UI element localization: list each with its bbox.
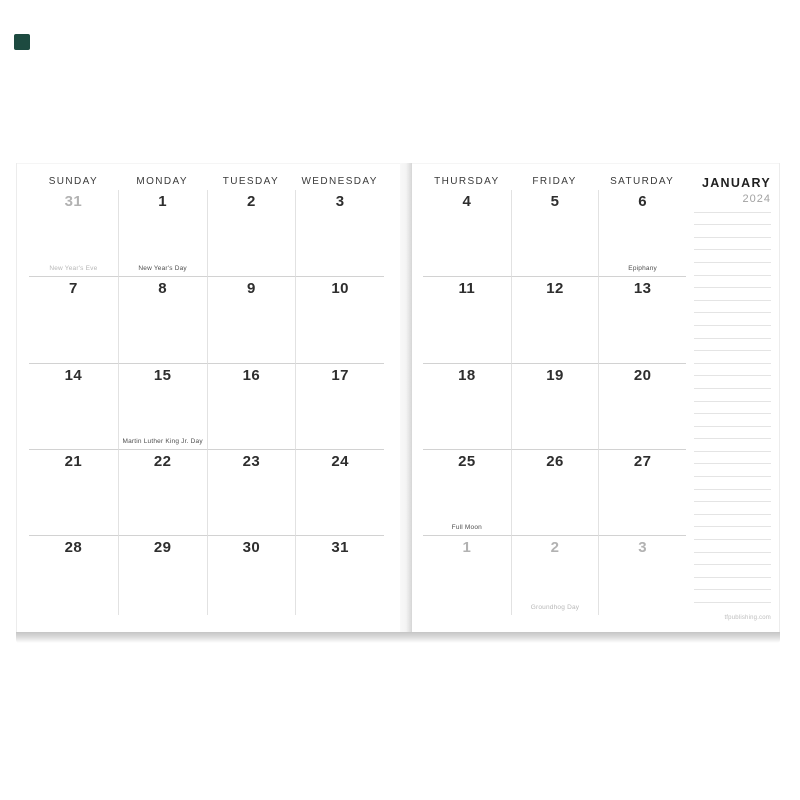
day-cell bbox=[511, 535, 599, 615]
planner-spread bbox=[16, 163, 780, 633]
date-label: 5 bbox=[550, 193, 560, 210]
month-title: JANUARY bbox=[701, 176, 771, 190]
holiday-label: Martin Luther King Jr. Day bbox=[122, 438, 203, 445]
day-cell bbox=[118, 190, 207, 276]
page-stack-shadow bbox=[16, 632, 780, 643]
date-label: 8 bbox=[158, 280, 167, 297]
date-label: 22 bbox=[153, 453, 172, 470]
day-cell bbox=[598, 276, 686, 363]
day-cell bbox=[207, 535, 296, 615]
date-label: 15 bbox=[153, 367, 172, 384]
date-label: 30 bbox=[242, 539, 261, 556]
notes-line bbox=[694, 213, 771, 226]
holiday-label: Groundhog Day bbox=[530, 604, 580, 611]
day-cell bbox=[29, 276, 118, 363]
date-label: 12 bbox=[546, 280, 564, 297]
notes-line bbox=[694, 540, 771, 553]
date-label: 23 bbox=[242, 453, 261, 470]
day-cell bbox=[598, 535, 686, 615]
day-cell bbox=[511, 276, 599, 363]
notes-line bbox=[694, 351, 771, 364]
notes-line bbox=[694, 200, 771, 213]
date-label: 20 bbox=[633, 367, 652, 384]
day-cell bbox=[29, 535, 118, 615]
day-cell bbox=[207, 276, 296, 363]
notes-line bbox=[694, 527, 771, 540]
notes-line bbox=[694, 288, 771, 301]
date-label: 1 bbox=[462, 539, 472, 556]
notes-line bbox=[694, 225, 771, 238]
day-cell bbox=[118, 276, 207, 363]
date-label: 31 bbox=[64, 193, 83, 210]
notes-line bbox=[694, 502, 771, 515]
notes-line bbox=[694, 313, 771, 326]
day-header-row bbox=[29, 176, 384, 187]
date-label: 7 bbox=[69, 280, 78, 297]
notes-line bbox=[694, 578, 771, 591]
notes-line bbox=[694, 276, 771, 289]
day-cell bbox=[423, 449, 511, 535]
notes-line bbox=[694, 389, 771, 402]
notes-line bbox=[694, 250, 771, 263]
day-header-wednesday: WEDNESDAY bbox=[301, 176, 378, 187]
day-cell bbox=[423, 276, 511, 363]
day-cell bbox=[423, 363, 511, 449]
holiday-label: New Year's Day bbox=[138, 265, 187, 272]
notes-line bbox=[694, 402, 771, 415]
date-label: 17 bbox=[331, 367, 349, 384]
day-cell bbox=[29, 449, 118, 535]
notes-line bbox=[694, 590, 771, 603]
day-cell bbox=[511, 449, 599, 535]
calendar-right-page bbox=[412, 163, 780, 633]
notes-line bbox=[694, 464, 771, 477]
date-label: 18 bbox=[458, 367, 476, 384]
day-cell bbox=[118, 535, 207, 615]
date-label: 28 bbox=[64, 539, 83, 556]
day-cell bbox=[295, 190, 384, 276]
calendar-grid-right bbox=[423, 190, 686, 615]
notes-line bbox=[694, 515, 771, 528]
date-label: 24 bbox=[331, 453, 349, 470]
day-header-friday: FRIDAY bbox=[532, 176, 577, 187]
notes-line bbox=[694, 414, 771, 427]
notes-line bbox=[694, 477, 771, 490]
date-label: 2 bbox=[247, 193, 256, 210]
notes-lines bbox=[694, 200, 771, 603]
date-label: 11 bbox=[458, 280, 476, 297]
day-cell bbox=[598, 363, 686, 449]
date-label: 4 bbox=[462, 193, 472, 210]
date-label: 9 bbox=[247, 280, 256, 297]
day-cell bbox=[295, 449, 384, 535]
calendar-grid-left bbox=[29, 190, 384, 615]
date-label: 1 bbox=[158, 193, 167, 210]
day-cell bbox=[118, 449, 207, 535]
notes-line bbox=[694, 301, 771, 314]
day-header-saturday: SATURDAY bbox=[610, 176, 675, 187]
holiday-label: Epiphany bbox=[628, 265, 658, 272]
day-header-tuesday: TUESDAY bbox=[222, 176, 280, 187]
day-cell bbox=[295, 276, 384, 363]
day-cell bbox=[29, 190, 118, 276]
day-cell bbox=[295, 363, 384, 449]
holiday-label: New Year's Eve bbox=[49, 265, 98, 272]
day-cell bbox=[423, 535, 511, 615]
holiday-label: Full Moon bbox=[451, 524, 482, 531]
date-label: 26 bbox=[546, 453, 564, 470]
notes-line bbox=[694, 238, 771, 251]
day-cell bbox=[423, 190, 511, 276]
notes-line bbox=[694, 376, 771, 389]
day-header-thursday: THURSDAY bbox=[434, 176, 500, 187]
day-cell bbox=[511, 190, 599, 276]
website-label: tfpublishing.com bbox=[724, 615, 771, 621]
day-header-monday: MONDAY bbox=[136, 176, 188, 187]
date-label: 31 bbox=[331, 539, 349, 556]
date-label: 16 bbox=[242, 367, 261, 384]
calendar-left-page bbox=[16, 163, 400, 633]
notes-line bbox=[694, 565, 771, 578]
day-cell bbox=[598, 449, 686, 535]
day-cell bbox=[207, 190, 296, 276]
date-label: 6 bbox=[638, 193, 648, 210]
date-label: 3 bbox=[638, 539, 648, 556]
day-cell bbox=[207, 363, 296, 449]
notes-line bbox=[694, 263, 771, 276]
color-swatch[interactable] bbox=[14, 34, 30, 50]
notes-line bbox=[694, 490, 771, 503]
date-label: 29 bbox=[153, 539, 172, 556]
date-label: 27 bbox=[633, 453, 652, 470]
day-cell bbox=[207, 449, 296, 535]
day-cell bbox=[511, 363, 599, 449]
notes-line bbox=[694, 364, 771, 377]
day-header-sunday: SUNDAY bbox=[48, 176, 99, 187]
date-label: 10 bbox=[331, 280, 349, 297]
day-cell bbox=[118, 363, 207, 449]
notes-line bbox=[694, 427, 771, 440]
notes-line bbox=[694, 326, 771, 339]
notes-line bbox=[694, 339, 771, 352]
day-cell bbox=[29, 363, 118, 449]
date-label: 2 bbox=[550, 539, 560, 556]
date-label: 14 bbox=[64, 367, 83, 384]
year-label: 2024 bbox=[742, 193, 771, 205]
date-label: 25 bbox=[458, 453, 476, 470]
day-cell bbox=[295, 535, 384, 615]
day-header-row bbox=[423, 176, 686, 187]
date-label: 13 bbox=[633, 280, 652, 297]
date-label: 19 bbox=[546, 367, 564, 384]
notes-line bbox=[694, 452, 771, 465]
date-label: 21 bbox=[64, 453, 83, 470]
date-label: 3 bbox=[335, 193, 345, 210]
notes-line bbox=[694, 439, 771, 452]
notes-line bbox=[694, 553, 771, 566]
